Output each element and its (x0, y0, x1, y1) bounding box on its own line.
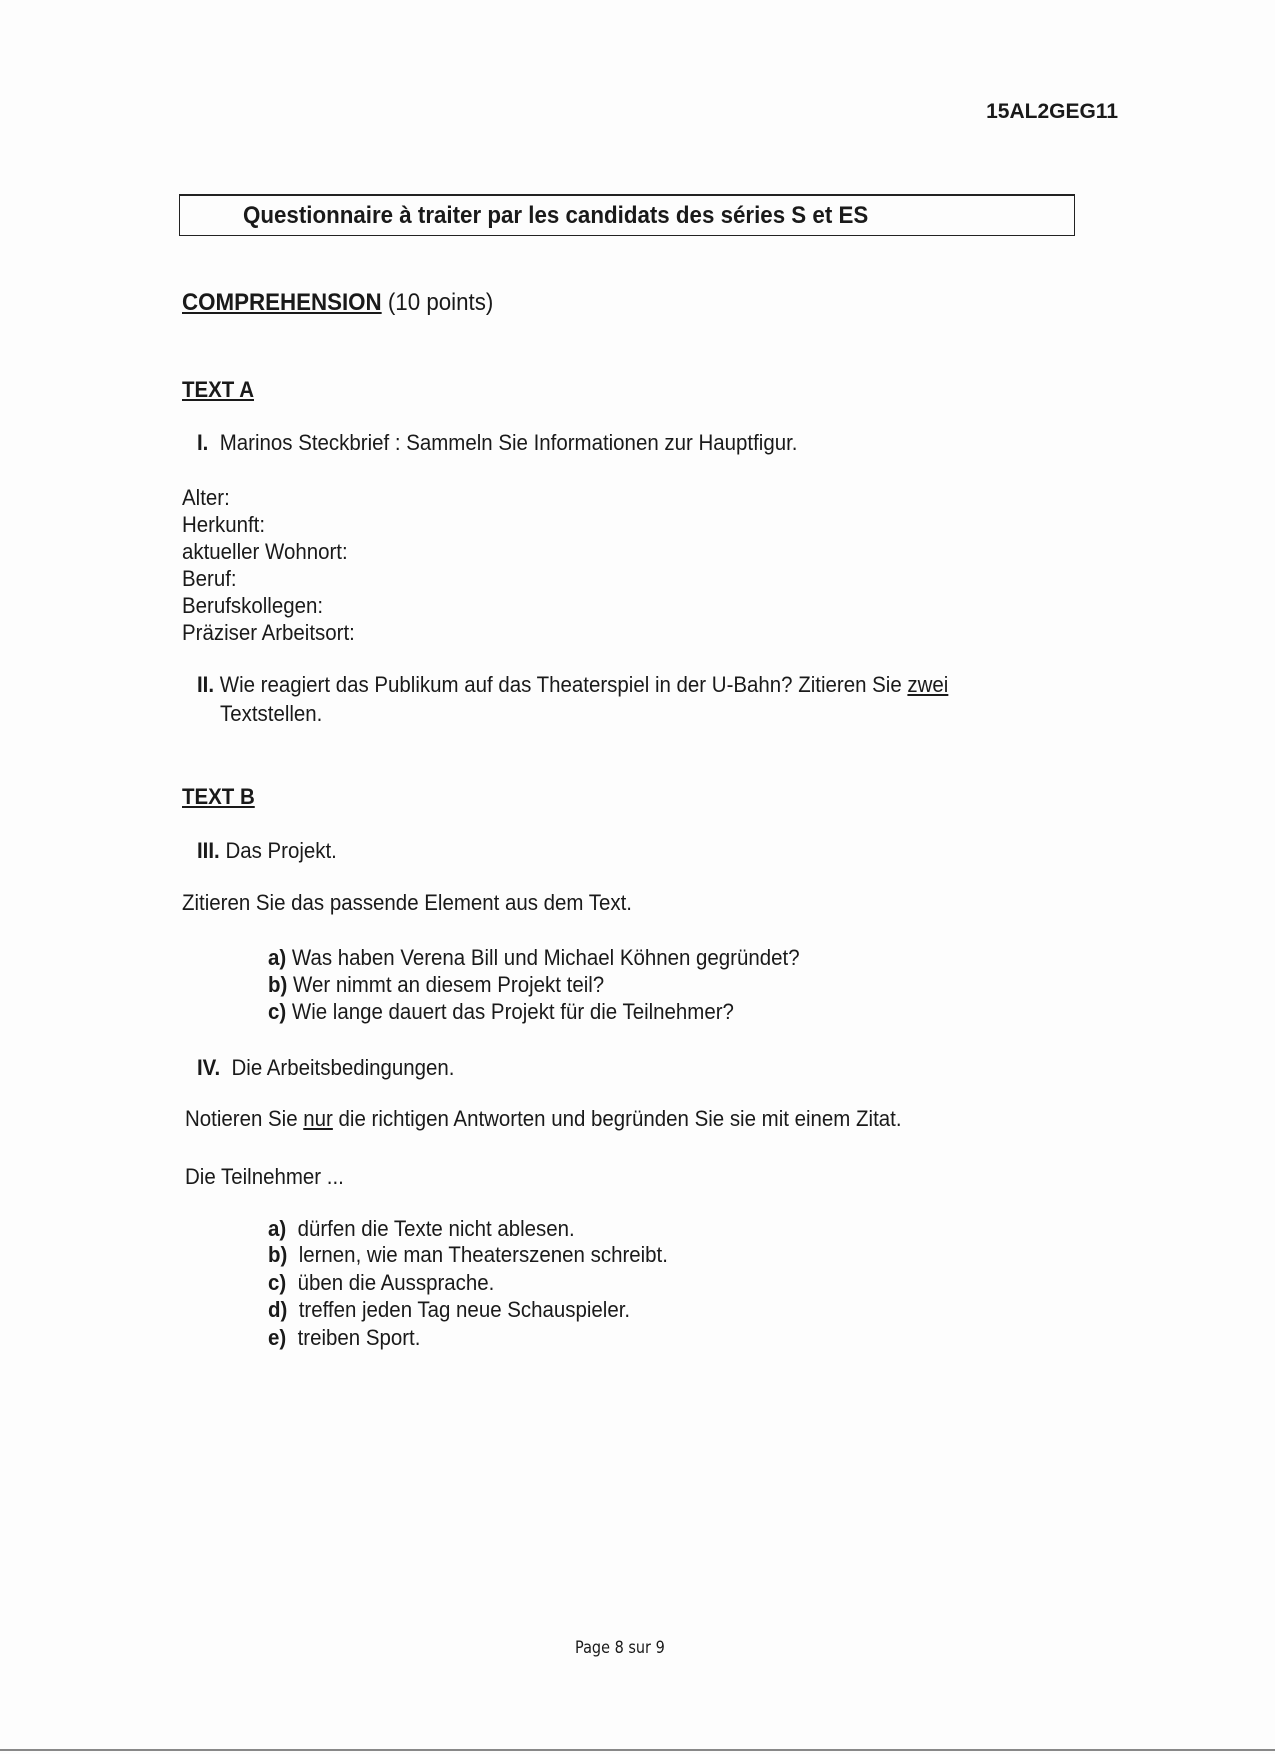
field-beruf: Beruf: (182, 566, 237, 591)
q2-continuation: Textstellen. (220, 701, 323, 726)
item-letter: e) (268, 1325, 287, 1350)
page-number: Page 8 sur 9 (575, 1638, 665, 1658)
item-text: Wie lange dauert das Projekt für die Teilnehmer? (291, 999, 734, 1024)
q4-item-e (268, 1325, 420, 1351)
q4-number: IV. (197, 1055, 221, 1080)
instruction-post: die richtigen Antworten und begründen Sie sie mit einem Zitat. (332, 1106, 902, 1131)
q3-number: III. (197, 838, 220, 863)
item-text: Wer nimmt an diesem Projekt teil? (293, 972, 605, 997)
field-wohnort: aktueller Wohnort: (182, 539, 348, 564)
q4-lead: Die Teilnehmer ... (185, 1164, 344, 1189)
q4-item-d (268, 1297, 630, 1323)
question-3 (197, 838, 337, 864)
document-code: 15AL2GEG11 (986, 100, 1118, 123)
text-a-heading: TEXT A (182, 377, 255, 402)
q3-text: Das Projekt. (225, 838, 337, 863)
item-letter: d) (268, 1297, 288, 1322)
q1-number: I. (197, 430, 209, 455)
item-letter: a) (268, 945, 287, 970)
q4-item-c (268, 1270, 494, 1296)
instruction-underlined: nur (303, 1106, 333, 1131)
q4-item-b (268, 1242, 668, 1268)
title-box (179, 194, 1075, 236)
section-title: COMPREHENSION (182, 289, 382, 316)
q3-instruction: Zitieren Sie das passende Element aus dem Text. (182, 890, 633, 915)
item-text: Was haben Verena Bill und Michael Köhnen gegründet? (291, 945, 800, 970)
box-title: Questionnaire à traiter par les candidats des séries S et ES (243, 202, 869, 229)
q3-item-a (268, 945, 800, 971)
item-text: treffen jeden Tag neue Schauspieler. (298, 1297, 631, 1322)
question-2 (197, 672, 948, 698)
q2-text: Wie reagiert das Publikum auf das Theaterspiel in der U-Bahn? Zitieren Sie (219, 672, 908, 697)
scan-edge-line (0, 1749, 1275, 1751)
text-b-heading: TEXT B (182, 784, 255, 809)
item-letter: c) (268, 999, 287, 1024)
item-letter: c) (268, 1270, 287, 1295)
field-berufskollegen: Berufskollegen: (182, 593, 324, 618)
q3-item-c (268, 999, 734, 1025)
q1-text: Marinos Steckbrief : Sammeln Sie Informationen zur Hauptfigur. (219, 430, 798, 455)
item-text: üben die Aussprache. (297, 1270, 495, 1295)
q2-underlined: zwei (907, 672, 949, 697)
question-1 (197, 430, 797, 456)
q4-instruction (185, 1106, 902, 1132)
item-text: treiben Sport. (297, 1325, 421, 1350)
item-text: dürfen die Texte nicht ablesen. (297, 1216, 575, 1241)
field-arbeitsort: Präziser Arbeitsort: (182, 620, 355, 645)
question-4 (197, 1055, 454, 1081)
item-letter: b) (268, 1242, 288, 1267)
q4-text: Die Arbeitsbedingungen. (231, 1055, 455, 1080)
q3-item-b (268, 972, 604, 998)
section-points: (10 points) (387, 289, 494, 316)
q2-number: II. (197, 672, 215, 697)
field-alter: Alter: (182, 485, 230, 510)
item-text: lernen, wie man Theaterszenen schreibt. (298, 1242, 668, 1267)
field-herkunft: Herkunft: (182, 512, 266, 537)
q4-item-a (268, 1216, 575, 1242)
section-heading (182, 290, 493, 316)
item-letter: a) (268, 1216, 287, 1241)
instruction-pre: Notieren Sie (185, 1106, 304, 1131)
item-letter: b) (268, 972, 288, 997)
